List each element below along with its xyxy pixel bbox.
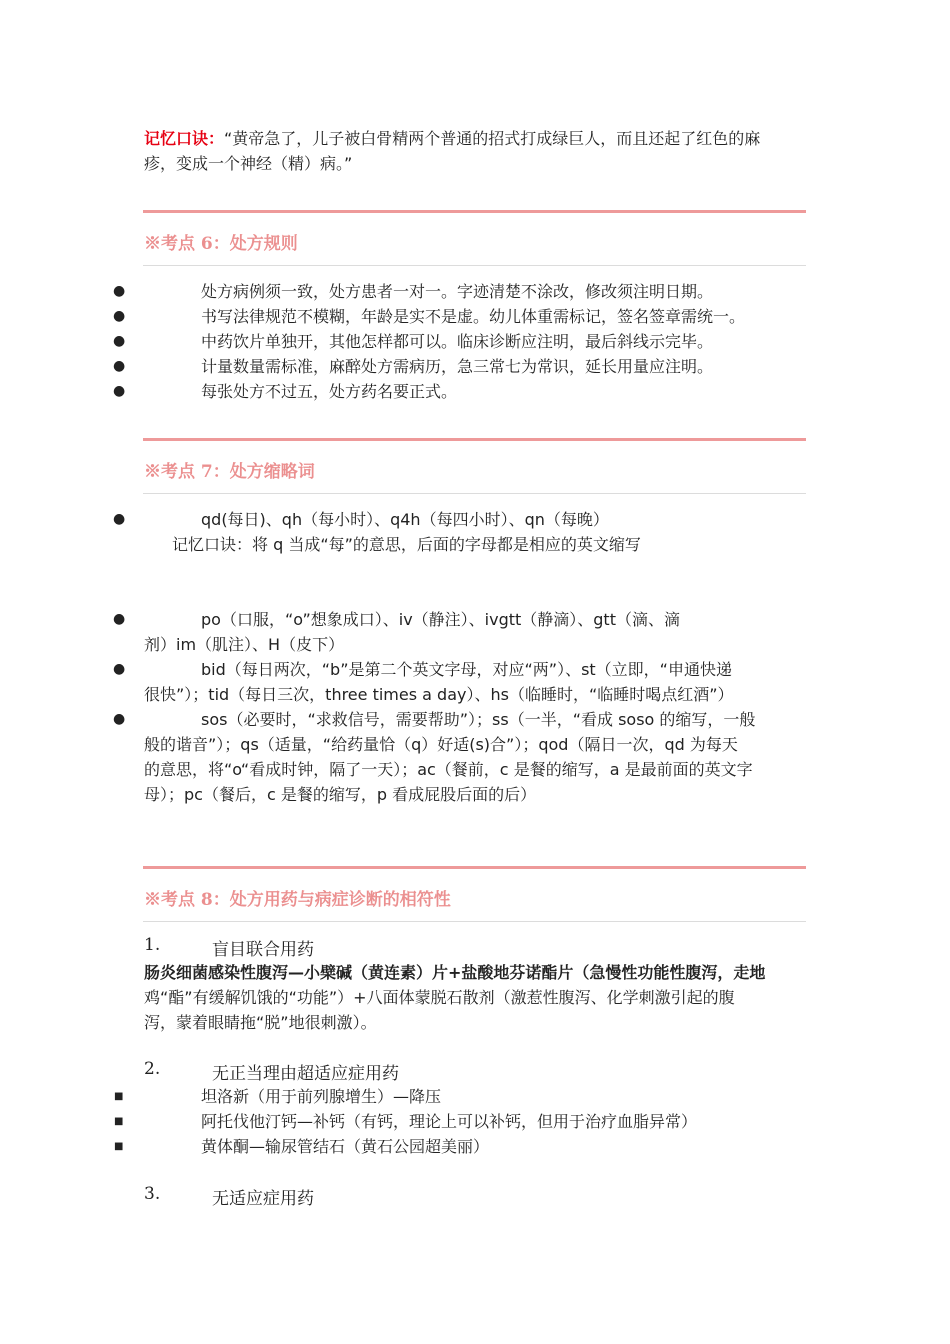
paragraph-line: 鸡“酯”有缓解饥饿的“功能”）+八面体蒙脱石散剂（激惹性腹泻、化学刺激引起的腹 [144,988,735,1007]
list-item: po（口服，“o”想象成口）、iv（静注）、ivgtt（静滴）、gtt（滴、滴 [201,610,680,629]
paragraph-line: 泻，蒙着眼睛拖“脱”地很刺激）。 [144,1013,377,1032]
list-item: 计量数量需标准，麻醉处方需病历，急三常七为常识，延长用量应注明。 [201,357,714,376]
list-item: 书写法律规范不模糊，年龄是实不是虚。幼儿体重需标记，签名签章需统一。 [201,307,746,326]
list-item: qd(每日)、qh（每小时）、q4h（每四小时）、qn（每晚） [201,510,609,529]
list-item: bid（每日两次，“b”是第二个英文字母，对应“两”）、st（立即，“申通快递 [201,660,732,679]
mnemonic-label: 记忆口诀： [144,129,225,148]
square-bullet-icon: ■ [114,1141,124,1152]
mnemonic-text-1: “黄帝急了，儿子被白骨精两个普通的招式打成绿巨人，而且还起了红色的麻 [224,129,761,148]
subsection-title: 无正当理由超适应症用药 [212,1064,399,1084]
bullet-icon: ● [113,283,126,299]
mnemonic-line-2: 疹，变成一个神经（精）病。” [144,154,353,173]
section8-heading: ※考点 8：处方用药与病症诊断的相符性 [144,890,451,910]
bullet-icon: ● [113,611,126,627]
subsection-number: 1. [144,935,161,955]
bullet-icon: ● [113,308,126,324]
list-item: 阿托伐他汀钙—补钙（有钙，理论上可以补钙，但用于治疗血脂异常） [201,1112,698,1131]
bullet-icon: ● [113,358,126,374]
subsection-title: 盲目联合用药 [212,940,314,960]
list-item-continuation: 剂）im（肌注）、H（皮下） [144,635,345,654]
list-item: 坦洛新（用于前列腺增生）—降压 [201,1087,442,1106]
section6-heading: ※考点 6：处方规则 [144,234,298,254]
list-item: 处方病例须一致，处方患者一对一。字迹清楚不涂改，修改须注明日期。 [201,282,714,301]
subsection-number: 3. [144,1184,161,1204]
section-divider [143,210,806,213]
list-item-continuation: 的意思，将“o“看成时钟，隔了一天）；ac（餐前，c 是餐的缩写，a 是最前面的英文字 [144,760,753,779]
list-item: 黄体酮—输尿管结石（黄石公园超美丽） [201,1137,490,1156]
section-divider [143,438,806,441]
paragraph-line: 肠炎细菌感染性腹泻—小檗碱（黄连素）片+盐酸地芬诺酯片（急慢性功能性腹泻，走地 [144,963,766,982]
section-divider [143,866,806,869]
mnemonic-note: 记忆口诀：将 q 当成“每”的意思，后面的字母都是相应的英文缩写 [172,535,641,554]
list-item: sos（必要时，“求救信号，需要帮助”）；ss（一半，“看成 soso 的缩写，一般 [201,710,756,729]
mnemonic-line-1 [144,126,806,151]
bullet-icon: ● [113,711,126,727]
bullet-icon: ● [113,333,126,349]
list-item-continuation: 般的谐音”）；qs（适量，“给药量恰（q）好适(s)合”）；qod（隔日一次，qd 为每天 [144,735,738,754]
square-bullet-icon: ■ [114,1091,124,1102]
section-underline [143,921,806,922]
section7-heading: ※考点 7：处方缩略词 [144,462,315,482]
subsection-number: 2. [144,1059,161,1079]
section-underline [143,265,806,266]
square-bullet-icon: ■ [114,1116,124,1127]
bullet-icon: ● [113,511,126,527]
bullet-icon: ● [113,661,126,677]
bullet-icon: ● [113,383,126,399]
section-underline [143,493,806,494]
list-item-continuation: 很快”）；tid（每日三次，three times a day）、hs（临睡时，“临睡时喝点红酒”） [144,685,734,704]
list-item: 每张处方不过五，处方药名要正式。 [201,382,458,401]
list-item: 中药饮片单独开，其他怎样都可以。临床诊断应注明，最后斜线示完毕。 [201,332,714,351]
list-item-continuation: 母）；pc（餐后，c 是餐的缩写，p 看成屁股后面的后） [144,785,537,804]
subsection-title: 无适应症用药 [212,1189,314,1209]
